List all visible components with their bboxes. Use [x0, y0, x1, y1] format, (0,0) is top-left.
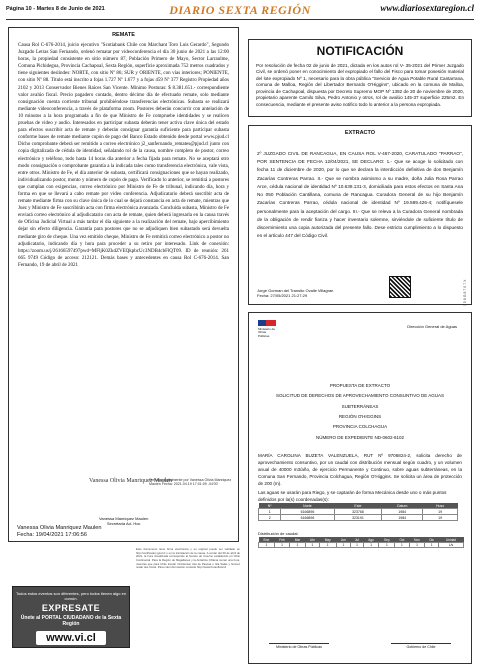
table-header: Este	[334, 503, 382, 509]
distribution-cell: L/s	[438, 543, 463, 548]
remate-body: Causa Rol C-676-2014, juicio ejecutivo "Scotiabank Chile con Marchant Toro Luis Gerardo", Segundo Juzgado Letras San Fernando, ordenó rematar por videoconferencia el día 30 junio de 2021 a las 12:00 horas, la propiedad consistente en sitio número 87, Población Primero de Mayo, Sector Larraulme, Comuna Pichidegua, Provincia Cachapoal, Sexta Región, superficie aproximada 752 metros cuadrados y tiene siguientes deslindes: NORTE, con sitio Nº 86; SUR y ORIENTE, con vías interiores; PONIENTE, con sitio Nº 88. Título está inscrito a fojas 1.727 Nº 1.677 y a fojas 459 Nº 377 Registro Propiedad años 2102 y 2013 Conservador Bienes Raíces San Vicente. Mínimo Posturas: $ 8.381.651.- correspondiente valor avalúo fiscal. Precio pagadero contado, dentro décimo día de efectuado remate, solo mediante consignación cuenta corriente tribunal prohibiéndose transferencias electrónicas. Subasta se realizará mediante videoconferencia, a través de plataforma zoom. Postores deberán concurrir con antelación de 10 minutos a la hora programada a fin de que Ministro de Fe compruebe identidades y se realicen pruebas de video y audio. Interesados en participar subasta deberán tener activa clave única del estado para efectos suscribir acta de remate y deberán consignar garantía suficiente para participar subasta conforme bases de remate mediante cupón de pago del Banco Estado obtenido desde portal www.pjud.cl Dicho comprobante deberá ser remitido a correo electrónico j2_sanfernando_remates@pjud.cl junto con copia digitalizada de cédula de identidad, señalando rol de la causa, nombre completo de postor, correo electrónico y teléfono, todo hasta 14 horas día anterior a fecha fijada para remate. No se aceptará otro modo consignación o comprobante garantía a la indicada tales como transferencia electrónica, vale vista, entre otros. Ministro de Fe, el día anterior de subasta, certificará consignaciones que se hayan realizado, individualizando postor, monto y número de cupón de pago. Verificado lo anterior, se remitirá a postores que cumplan con exigencias, correo electrónico por Ministro de Fe de tribunal, indicando día, hora y forma en que se llevará a cabo remate por video conferencia. Adjudicatario deberá suscribir acta de remate mediante firma con su clave única de lo cual se dejará constancia en acta de remate, mientras que Juez y Ministro de Fe suscribirán acta con firma electrónica avanzada. Concluida subasta, Ministro de Fe enviará correo electrónico al adjudicatario con acta de remate, quien deberá ingresarla en la causa través de Oficina Judicial Virtual a más tardar el día siguiente a la realización del remate, bajo apercibimiento dejar sin efecto diligencia. Garantía para postores que no se adjudiquen bien subastado será devuelta mediante giro de cheque. Una vez emitido cheque, Ministro de Fe remitirá correo electrónico a postor no adjudicatario, indicando día y hora para proceder a su retiro por interesado. Link de conexión: https://zoom.us/j/26166597497pwd=MFljK0ZkdZVEQkpbcUc3NDB4cbFlQT09. ID de reunión: 261 665 9749 Código de acceso: 212121. Demás bases y antecedentes en causa Rol C-676-2014. San Fernando, 19 de abril de 2021	[18, 43, 229, 268]
signature-name: Vanessa Olivia Manriquez Maulen	[89, 478, 173, 484]
flag-blue-block	[258, 320, 266, 326]
extracto-side-code: 1 5 6 G 8 7 0 7 X	[463, 279, 467, 306]
table-cell: 1984	[382, 509, 423, 515]
extracto-signer-date: Fecha: 27/05/2021 21:27:29	[257, 293, 308, 299]
distribution-header: Ene	[259, 537, 275, 543]
distribution-cell: 1	[290, 543, 305, 548]
notificacion-notice	[248, 39, 472, 117]
portal-banner[interactable]	[12, 586, 130, 652]
flag-red-block	[266, 320, 276, 326]
distribution-cell: 1	[259, 543, 275, 548]
signature-caption	[99, 516, 148, 527]
distribution-cell: 1	[379, 543, 395, 548]
government-logo	[258, 320, 276, 342]
logo-text: Ministerio de Obras Públicas	[258, 327, 276, 338]
signature-caption-role: Secretaria Ad- Hoc	[106, 521, 141, 527]
signature-block	[9, 478, 238, 538]
distribution-cell: 1	[351, 543, 364, 548]
extracto-notice	[248, 125, 472, 305]
table-cell: 1984	[382, 515, 423, 521]
dga-heading: SOLICITUD DE DERECHOS DE APROVECHAMIENTO CONSUNTIVO DE AGUAS	[276, 393, 444, 399]
distribution-cell: 1	[274, 543, 289, 548]
distribution-header: Jun	[336, 537, 351, 543]
distribution-header: Sep	[379, 537, 395, 543]
banner-subline: Únete al PORTAL CIUDADANO de la Sexta Región	[20, 615, 122, 627]
website-link[interactable]: www.diariosextaregion.cl	[380, 3, 474, 13]
signature-caption-name: Vanessa Manriquez Maulen	[99, 516, 149, 521]
distribution-header: Oct	[395, 537, 409, 543]
footer-right: Gobierno de Chile	[391, 643, 451, 649]
distribution-header: Nov	[409, 537, 425, 543]
signer-name: Vanessa Olivia Manriquez Maulen	[17, 525, 102, 531]
banner-url[interactable]: www.vi.cl	[36, 631, 106, 645]
dga-heading: SUBTERRÁNEAS	[341, 403, 379, 409]
distribution-cell: 1	[363, 543, 379, 548]
signer-info	[17, 525, 101, 540]
page-header	[0, 0, 480, 24]
table-header: Datum	[382, 503, 423, 509]
extracto-signer-name: Jorge Gorman del Transito Ovalle Villagran	[257, 288, 334, 293]
distribution-table	[258, 537, 464, 548]
dga-paragraph-2: Las aguas se usarán para Riego, y se captarán de forma Mecánica desde uno o más puntos definidos por la(s) coordenadas(s):	[258, 490, 447, 502]
distribution-header: Dic	[425, 537, 439, 543]
table-header: Nº	[259, 503, 281, 509]
distribution-header: Abr	[305, 537, 319, 543]
table-cell: 323768	[334, 509, 382, 515]
banner-slogan: "El Portal de la VI Región"	[48, 648, 94, 652]
digital-signature-note: Firmado digitalmente por Vanessa Olivia Manriquez Maulen Fecha: 2021.04.19 17:01:09 -04'00'	[149, 478, 232, 487]
extracto-signer	[257, 288, 333, 298]
verification-note: Este documento tiene firma electrónica y su original puede ser validado en http://verificadoc.pjud.cl o en la tramitación de la causa. A contar del 09 de abril de 2021, la hora visualizada corresponde al horario de invierno establecido en Chile Continental. Para la Región de Magallanes y la Antártica Chilena sumar una hora, mientras que para Chile Insular Occidental, Isla de Pascua e Isla Salas y Gómez restar dos horas. Para más información consulte http://www.horaoficial.cl	[136, 547, 240, 570]
distribution-cell: 1	[395, 543, 409, 548]
distribution-label: Distribución de caudal:	[258, 531, 299, 536]
remate-title: REMATE	[112, 32, 135, 38]
banner-headline: EXPRESATE	[41, 603, 101, 613]
remate-notice	[8, 27, 239, 542]
dga-footer	[269, 643, 451, 649]
extracto-body: 2º JUZGADO CIVIL DE RANCAGUA, EN CAUSA ROL V-467-2020, CARATULADO "PARRAO", POR SENTENCIA DE FECHA 12/04/2021, SE DECLARO: 1.- Que se acoge lo solicitado con fecha 11 de diciembre de 2020, por lo que se declara la interdicción definitiva de don Benjamín Zacarías Contreras Parrao. II.- Que se nombra asimismo a su madre, doña Julia Rosa Parrao Arce, cédula nacional de identidad Nº 10.638.131-3, domiciliada para estos efectos en Santa Ana No 050 Población Cantillana, comuna de Rancagua. Curadora General de su hijo Benjamín Zacarías Contreras Parrao, cédula nacional de identidad Nº 19.589.426-4; notifíquesele personalmente para la aceptación del cargo. III.- Que se releva a la Curadora General nombrada de la obligación de rendir fianza y hacer inventario solemne, sirviéndole de suficiente título de discernimiento una copia autorizada del presente fallo. Dese estricto cumplimiento a lo dispuesto en el artículo 447 del Código Civil.	[257, 151, 463, 239]
table-cell: 6166896	[281, 509, 334, 515]
table-header: Huso	[423, 503, 458, 509]
table-cell: 1	[259, 509, 281, 515]
page-info: Página 10 - Martes 8 de Junio de 2021	[6, 6, 105, 12]
coordinates-table	[258, 503, 458, 521]
agency-name: Dirección General de Aguas	[407, 324, 457, 329]
distribution-cell: 1	[336, 543, 351, 548]
signer-date: Fecha: 19/04/2021 17:06:56	[17, 532, 87, 539]
qr-code-icon	[389, 276, 411, 298]
distribution-cell: 1	[305, 543, 319, 548]
table-cell: 19	[423, 515, 458, 521]
extracto-title: EXTRACTO	[344, 130, 376, 136]
distribution-cell: 1	[425, 543, 439, 548]
footer-left: Ministerio de Obras Públicas	[269, 643, 329, 649]
dga-heading: PROVINCIA COLCHAGUA	[332, 424, 388, 430]
notificacion-title: NOTIFICACIÓN	[316, 44, 404, 58]
distribution-header: Jul	[351, 537, 364, 543]
distribution-header: Feb	[274, 537, 289, 543]
dga-heading: NÚMERO DE EXPEDIENTE ND-0602-6102	[315, 434, 405, 440]
dga-headings	[249, 381, 471, 443]
header-rule	[6, 19, 474, 20]
dga-heading: REGIÓN O'HIGGINS	[338, 414, 382, 420]
banner-tagline: Todos estos eventos son diferentes, pero todos tienen algo en común.	[15, 591, 127, 601]
distribution-header: Unidad	[438, 537, 463, 543]
masthead: DIARIO SEXTA REGIÓN	[169, 3, 311, 17]
table-row	[259, 515, 458, 521]
table-cell: 2	[259, 515, 281, 521]
distribution-header: Mar	[290, 537, 305, 543]
notificacion-body: Por resolución de fecha 02 de junio de 2021, dictada en los autos rol V- 35-2021 del Primer Juzgado Civil, se ordenó poner en conocimiento del expropiado el fallo del Fisco para tomar posesión material del lote expropiado Nº 1, necesario para la obra pública "Servicio de Agua Potable Rural Cantarrana, comuna de Malloa, Región del Libertador Bernardo O'Higgins", ubicado en la comuna de Malloa, provincia de Cachapoal, dispuesta por Decreto Supremo MOP Nº 1392 de 30 de noviembre de 2020, propietario aparente Camilo Silva, Pedro Antonio y otros, rol de avalúo 145-37 superficie 225m2. En consecuencia, mediante el presente aviso notifico todo lo anterior a la persona expropiada.	[256, 63, 464, 107]
table-cell: 19	[423, 509, 458, 515]
table-header: Norte	[281, 503, 334, 509]
distribution-cell: 1	[409, 543, 425, 548]
distribution-header: Ago	[363, 537, 379, 543]
dga-heading: PROPUESTA DE EXTRACTO	[329, 383, 391, 388]
dga-notice	[248, 312, 472, 664]
dga-paragraph: MARÍA CAROLINA BUZETA VALENZUELA, RUT Nº 9706824-2, solicita derecho de aprovechamiento consuntivo, por un caudal con distribución mensual según cuadro, y un volumen anual de 40000 m3/año, de ejercicio Permanente y Continuo, sobre aguas subterráneas, en la Comuna San Fernando, Provincia Colchagua, Región O'Higgins. Se solicita un área de protección de 200 (m).	[258, 453, 462, 486]
table-cell: 6166896	[281, 515, 334, 521]
distribution-cell: 1	[320, 543, 337, 548]
table-cell: 323191	[334, 515, 382, 521]
distribution-header: May	[320, 537, 337, 543]
table-row	[259, 543, 464, 548]
